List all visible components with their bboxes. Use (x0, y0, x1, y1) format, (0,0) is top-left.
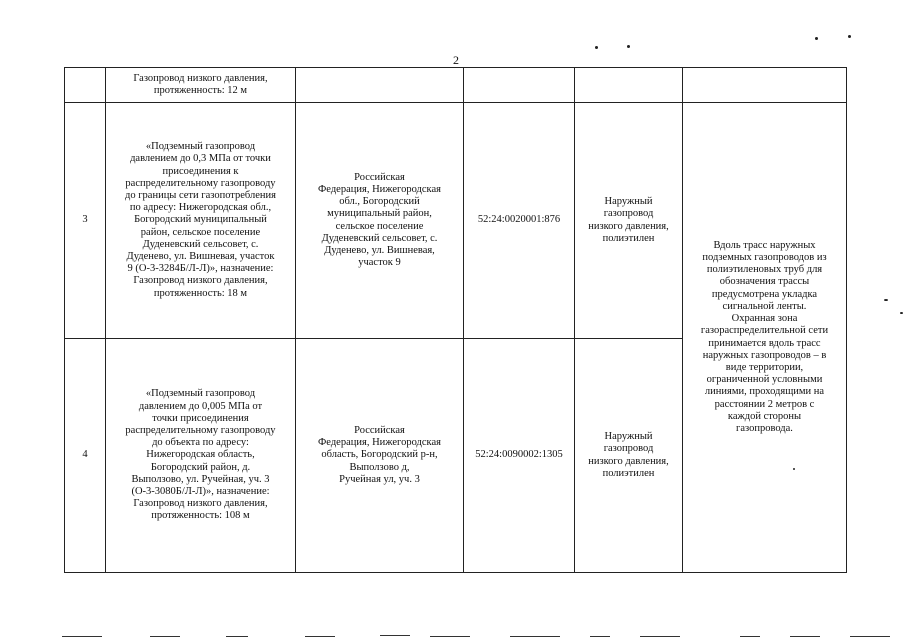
object-address: Российская Федерация, Нижегородская область, Богородский р-н, Выползово д, Ручейная ул, уч. 3 (318, 424, 441, 485)
scan-speck (848, 35, 851, 38)
page-number: 2 (453, 53, 459, 67)
cell-num (65, 339, 106, 573)
object-description: «Подземный газопровод давлением до 0,3 МПа от точки присоединения к распределительному газопроводу до границы сети газопотребления по адресу: Нижегородская обл., Богородский муниципальный район, сельское поселение Дуденевский сельсовет, с. Дуденево, ул. Вишневая, участок 9 (О-3-3284Б/Л-Л)», назначение: Газопровод низкого давления, протяженность: 18 м (125, 141, 276, 299)
scan-edge-line (150, 636, 180, 637)
row-number: 4 (82, 449, 88, 461)
cell-protection-note (683, 103, 847, 573)
cell-cadastral (464, 103, 575, 339)
cell-object (106, 68, 296, 103)
cell-type (575, 103, 683, 339)
document-table (64, 67, 847, 573)
cell-cadastral (464, 339, 575, 573)
scan-speck (815, 37, 818, 40)
scan-speck (627, 45, 630, 48)
table-row-continuation (65, 68, 847, 103)
scan-speck (595, 46, 598, 49)
scan-speck (900, 312, 903, 314)
object-text: Газопровод низкого давления, протяженность: 12 м (133, 72, 268, 96)
cell-address (296, 68, 464, 103)
cadastral-number: 52:24:0090002:1305 (475, 449, 563, 461)
cell-type (575, 339, 683, 573)
cell-cadastral (464, 68, 575, 103)
scan-edge-line (850, 636, 890, 637)
scan-edge-line (740, 636, 760, 637)
scan-edge-line (62, 636, 102, 637)
cell-object (106, 103, 296, 339)
scan-edge-line (380, 635, 410, 636)
cell-num (65, 68, 106, 103)
cell-num (65, 103, 106, 339)
table-row (65, 103, 847, 339)
pipeline-type: Наружный газопровод низкого давления, полиэтилен (588, 431, 669, 479)
scan-speck (884, 299, 888, 301)
scan-edge-line (510, 636, 560, 637)
cell-address (296, 339, 464, 573)
scan-edge-line (305, 636, 335, 637)
pipeline-type: Наружный газопровод низкого давления, полиэтилен (588, 196, 669, 244)
protection-note: Вдоль трасс наружных подземных газопроводов из полиэтиленовых труб для обозначения трассы предусмотрена укладка сигнальной ленты. Охранная зона газораспределительной сети принимается вдоль трасс наружных газопроводов – в виде территории, ограниченной условными линиями, проходящими на расстоянии 2 метров с каждой стороны газопровода. (700, 239, 829, 434)
cell-note (683, 68, 847, 103)
scan-edge-line (226, 636, 248, 637)
row-number: 3 (82, 214, 88, 226)
scan-edge-line (790, 636, 820, 637)
scan-edge-line (590, 636, 610, 637)
cadastral-number: 52:24:0020001:876 (477, 214, 561, 226)
object-description: «Подземный газопровод давлением до 0,005 МПа от точки присоединения распределительному газопроводу до объекта по адресу: Нижегородская область, Богородский район, д. Выползово, ул. Ручейная, уч. 3 (О-3-3080Б/Л-Л)», назначение: Газопровод низкого давления, протяженность: 108 м (125, 388, 276, 522)
cell-type (575, 68, 683, 103)
scan-edge-line (640, 636, 680, 637)
scan-edge-line (430, 636, 470, 637)
cell-object (106, 339, 296, 573)
cell-address (296, 103, 464, 339)
object-address: Российская Федерация, Нижегородская обл., Богородский муниципальный район, сельское поселение Дуденевский сельсовет, с. Дуденево, ул. Вишневая, участок 9 (318, 171, 441, 269)
